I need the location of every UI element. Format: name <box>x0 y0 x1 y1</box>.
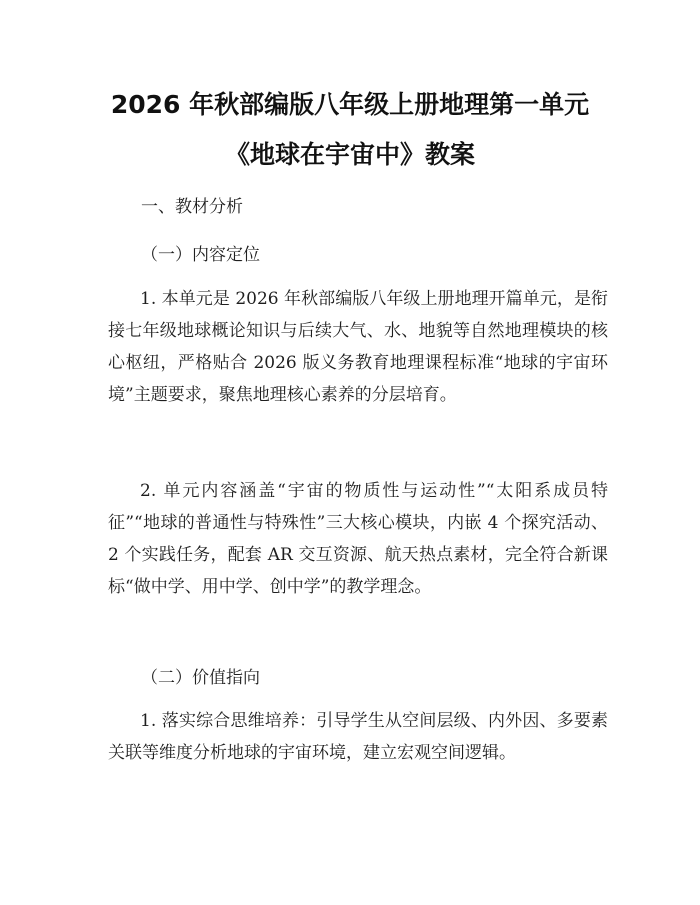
paragraph-content-positioning-1: 1. 本单元是 2026 年秋部编版八年级上册地理开篇单元，是衔接七年级地球概论知识与后续大气、水、地貌等自然地理模块的核心枢纽，严格贴合 2026 版义务教育地理课程标准“地球的宇宙环境”主题要求，聚焦地理核心素养的分层培育。 <box>108 289 608 405</box>
paragraph-content-positioning-2: 2. 单元内容涵盖“宇宙的物质性与运动性”“太阳系成员特征”“地球的普通性与特殊性”三大核心模块，内嵌 4 个探究活动、2 个实践任务，配套 AR 交互资源、航天热点素材，完全符合新课标“做中学、用中学、创中学”的教学理念。 <box>108 481 608 597</box>
document-title-line-2: 《地球在宇宙中》教案 <box>224 140 475 169</box>
subsection-heading-content-positioning: （一）内容定位 <box>141 245 260 265</box>
section-heading-textbook-analysis: 一、教材分析 <box>141 197 243 217</box>
subsection-heading-value-orientation: （二）价值指向 <box>141 668 260 688</box>
paragraph-value-orientation-1: 1. 落实综合思维培养：引导学生从空间层级、内外因、多要素关联等维度分析地球的宇宙环境，建立宏观空间逻辑。 <box>108 711 608 763</box>
document-title-line-1: 2026 年秋部编版八年级上册地理第一单元 <box>110 90 590 119</box>
